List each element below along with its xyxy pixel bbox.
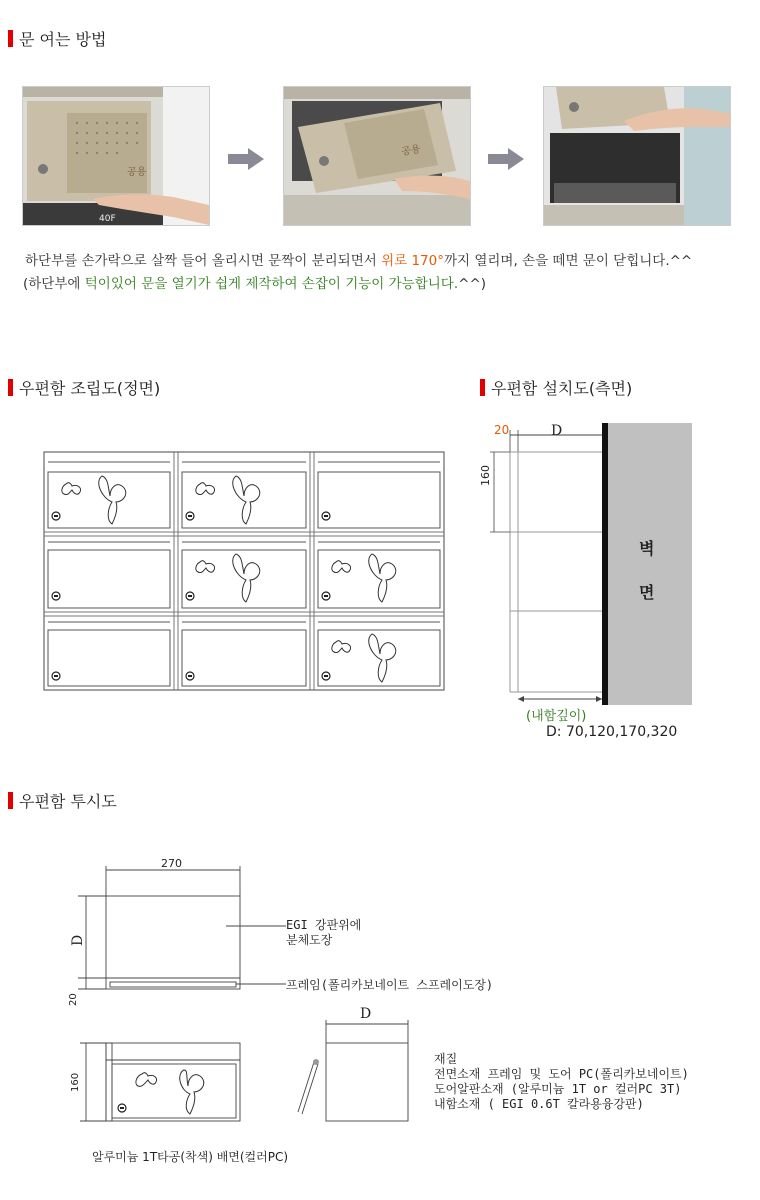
- dim-d-left-text: D: [70, 934, 86, 946]
- material-title: 재질: [434, 1052, 458, 1066]
- dim-d-left: [70, 935, 86, 946]
- wall-label-2: 면: [639, 583, 655, 602]
- dim-20-left: [68, 993, 79, 1006]
- desc-highlight-angle: 위로 170°: [381, 253, 444, 269]
- section-title-perspective: [8, 789, 117, 812]
- section-title-opening: [8, 27, 106, 50]
- photo-step-open: [543, 86, 731, 226]
- desc-text: 하단부를 손가락으로 살짝 들어 올리시면 문짝이 분리되면서: [25, 253, 382, 269]
- red-bullet-bar: [480, 379, 485, 396]
- red-bullet-bar: [8, 379, 13, 396]
- opening-description-line2: [23, 272, 486, 292]
- desc-text: (하단부에: [23, 276, 85, 292]
- material-list: [434, 1052, 689, 1112]
- dim-160-text: 160: [479, 465, 492, 486]
- front-assembly-diagram: [40, 450, 450, 700]
- arrow-right-icon: [228, 148, 264, 170]
- note-frame: 프레임(폴리카보네이트 스프레이도장): [286, 978, 494, 992]
- material-item-inner: 내함소재 ( EGI 0.6T 칼라용융강판): [434, 1097, 644, 1111]
- dim-d-label: D: [551, 423, 563, 439]
- wall-label-1: 벽: [639, 539, 655, 558]
- note-egi-line2: 분체도장: [286, 933, 333, 947]
- note-egi: [286, 918, 361, 948]
- desc-highlight-handle: 턱이있어 문을 열기가 쉽게 제작하여 손잡이 기능이 가능합니다.: [84, 276, 459, 292]
- section-title-assembly-front: [8, 376, 160, 399]
- dim-160-front: [70, 1073, 81, 1092]
- section-title-text: 우편함 설치도(측면): [491, 379, 633, 398]
- dim-160-label: [479, 446, 492, 486]
- depth-values: D: 70,120,170,320: [546, 724, 678, 740]
- arrow-right-icon: [488, 148, 524, 170]
- section-title-text: 문 여는 방법: [19, 30, 107, 49]
- desc-text: 까지 열리며, 손을 떼면 문이 닫힙니다.^^: [443, 253, 693, 269]
- section-title-install-side: [480, 376, 632, 399]
- dim-20-left-text: 20: [68, 993, 79, 1006]
- photo-step-lifting: [283, 86, 471, 226]
- photo-step-closed: [22, 86, 210, 226]
- dim-270-label: 270: [161, 857, 182, 870]
- note-egi-line1: EGI 강판위에: [286, 918, 362, 932]
- perspective-diagram: [60, 860, 540, 1170]
- section-title-text: 우편함 조립도(정면): [19, 379, 161, 398]
- note-door-material: 알루미늄 1T타공(착색) 배면(컬러PC): [92, 1150, 289, 1164]
- section-title-text: 우편함 투시도: [19, 792, 117, 811]
- material-item-front: 전면소재 프레임 및 도어 PC(폴리카보네이트): [434, 1067, 689, 1081]
- inner-depth-label: (내함깊이): [526, 709, 587, 724]
- photo-label-2: 40F: [99, 214, 116, 224]
- red-bullet-bar: [8, 792, 13, 809]
- side-install-diagram: [480, 418, 700, 718]
- red-bullet-bar: [8, 30, 13, 47]
- opening-description-line1: [25, 249, 692, 269]
- dim-20-label: 20: [494, 423, 510, 437]
- desc-text: ^^): [458, 276, 487, 292]
- dim-d-side: D: [360, 1006, 372, 1022]
- svg-text:공용: 공용: [400, 143, 422, 158]
- dim-160-front-text: 160: [70, 1072, 81, 1092]
- photo-label: 공용: [127, 167, 147, 178]
- material-item-door: 도어알판소재 (알루미늄 1T or 컬러PC 3T): [434, 1082, 682, 1096]
